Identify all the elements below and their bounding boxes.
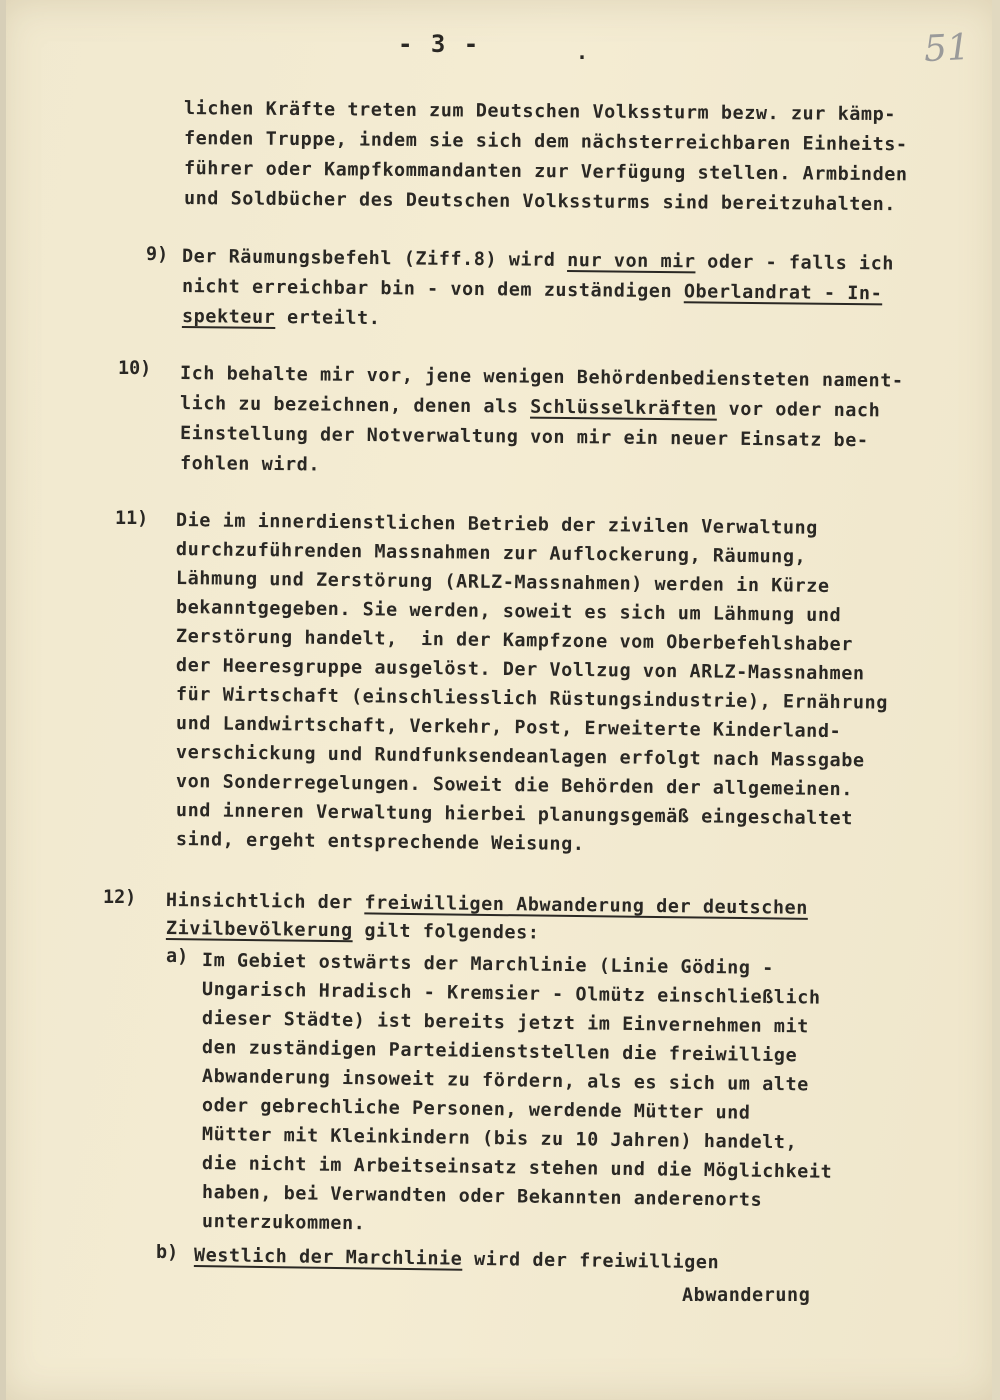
intro-line-2: fenden Truppe, indem sie sich dem nächsterreichbaren Einheits- — [183, 128, 908, 156]
intro-line-3: führer oder Kampfkommandanten zur Verfügung stellen. Armbinden — [183, 158, 908, 186]
item-9-line-1a: Der Räumungsbefehl (Ziff.8) wird — [181, 246, 568, 272]
item-11-line-9: verschickung und Rundfunksendeanlagen erfolgt nach Massgabe — [175, 742, 865, 772]
item-12-a-line-5: Abwanderung insoweit zu fördern, als es sich um alte — [201, 1066, 810, 1096]
item-11-line-2: durchzuführenden Massnahmen zur Auflockerung, Räumung, — [175, 539, 807, 568]
catchword: Abwanderung — [682, 1285, 811, 1306]
item-10-line-2a: lich zu bezeichnen, denen als — [179, 393, 531, 418]
item-12-a-line-8: die nicht im Arbeitseinsatz stehen und die Möglichkeit — [201, 1153, 833, 1183]
item-12-b-underline: Westlich der Marchlinie — [193, 1245, 463, 1270]
item-12-number: 12) — [103, 887, 137, 908]
item-9-underline-3: spekteur — [181, 306, 276, 328]
item-11-line-4: bekanntgegeben. Sie werden, soweit es sich um Lähmung und — [175, 597, 842, 627]
item-12-b-rest: wird der freiwilligen — [462, 1248, 720, 1274]
item-11-line-10: von Sonderregelungen. Soweit die Behörden der allgemeinen. — [175, 771, 854, 801]
item-12-b-label: b) — [156, 1242, 179, 1263]
item-11-line-1: Die im innerdienstlichen Betrieb der zivilen Verwaltung — [175, 510, 819, 539]
item-9-line-1 — [182, 246, 894, 274]
item-12-line-1a: Hinsichtlich der — [165, 890, 365, 914]
item-12-a-line-3: dieser Städte) ist bereits jetzt im Einvernehmen mit — [201, 1008, 810, 1038]
item-11-number: 11) — [115, 508, 149, 529]
item-10-number: 10) — [118, 358, 152, 379]
item-12-a-line-6: oder gebrechliche Personen, werdende Mütter und — [201, 1095, 751, 1124]
item-9-underline-1: nur von mir — [567, 250, 696, 273]
item-9-number: 9) — [146, 244, 169, 265]
item-12-a-line-2: Ungarisch Hradisch - Kremsier - Olmütz einschließlich — [201, 979, 821, 1009]
item-9-line-2a: nicht erreichbar bin - von dem zuständigen — [181, 276, 684, 303]
item-9-line-1b: oder - falls ich — [695, 251, 895, 275]
item-11-line-5: Zerstörung handelt, in der Kampfzone vom Oberbefehlshaber — [175, 626, 854, 656]
item-12-line-2b: gilt folgendes: — [352, 920, 540, 944]
item-11-line-12: sind, ergeht entsprechende Weisung. — [175, 829, 585, 855]
item-9-line-3b: erteilt. — [275, 306, 381, 330]
item-12-line-2 — [166, 918, 540, 944]
page-edge-right — [992, 0, 1000, 1400]
item-12-a-label: a) — [166, 946, 189, 967]
item-9-line-3 — [182, 306, 381, 329]
item-10-line-2 — [180, 393, 881, 421]
item-12-underline-2: Zivilbevölkerung — [165, 918, 353, 942]
item-10-line-1: Ich behalte mir vor, jene wenigen Behördenbediensteten nament- — [179, 363, 904, 392]
item-12-underline-1: freiwilligen Abwanderung der deutschen — [364, 892, 809, 919]
item-12-a-line-1: Im Gebiet ostwärts der Marchlinie (Linie Göding - — [201, 950, 775, 979]
header-dot: . — [576, 40, 589, 64]
item-10-underline: Schlüsselkräften — [530, 396, 718, 420]
page-number: - 3 - — [398, 30, 481, 58]
item-12-line-1 — [166, 890, 808, 919]
item-12-a-line-10: unterzukommen. — [201, 1211, 366, 1235]
item-12-b-line-1 — [194, 1245, 720, 1273]
item-12-a-line-7: Mütter mit Kleinkindern (bis zu 10 Jahren) handelt, — [201, 1124, 798, 1154]
intro-line-1: lichen Kräfte treten zum Deutschen Volkssturm bezw. zur kämp- — [183, 98, 897, 126]
item-10-line-4: fohlen wird. — [179, 453, 321, 476]
item-11-line-8: und Landwirtschaft, Verkehr, Post, Erweiterte Kinderland- — [175, 713, 842, 743]
item-9-underline-2: Oberlandrat - In- — [683, 281, 883, 305]
item-11-line-6: der Heeresgruppe ausgelöst. Der Vollzug von ARLZ-Massnahmen — [175, 655, 865, 685]
item-11-line-7: für Wirtschaft (einschliesslich Rüstungsindustrie), Ernährung — [175, 684, 889, 714]
page-edge-left — [0, 0, 6, 1400]
item-10-line-2b: vor oder nach — [716, 398, 881, 422]
item-12-a-line-4: den zuständigen Parteidienststellen die freiwillige — [201, 1037, 798, 1067]
intro-line-4: und Soldbücher des Deutschen Volkssturms sind bereitzuhalten. — [183, 188, 897, 216]
item-12-a-line-9: haben, bei Verwandten oder Bekannten anderenorts — [201, 1182, 763, 1211]
item-11-line-3: Lähmung und Zerstörung (ARLZ-Massnahmen) werden in Kürze — [175, 568, 830, 597]
folio-number: 51 — [923, 26, 972, 71]
item-10-line-3: Einstellung der Notverwaltung von mir ein neuer Einsatz be- — [179, 423, 869, 452]
item-9-line-2 — [182, 276, 883, 304]
item-11-line-11: und inneren Verwaltung hierbei planungsgemäß eingeschaltet — [175, 800, 854, 830]
